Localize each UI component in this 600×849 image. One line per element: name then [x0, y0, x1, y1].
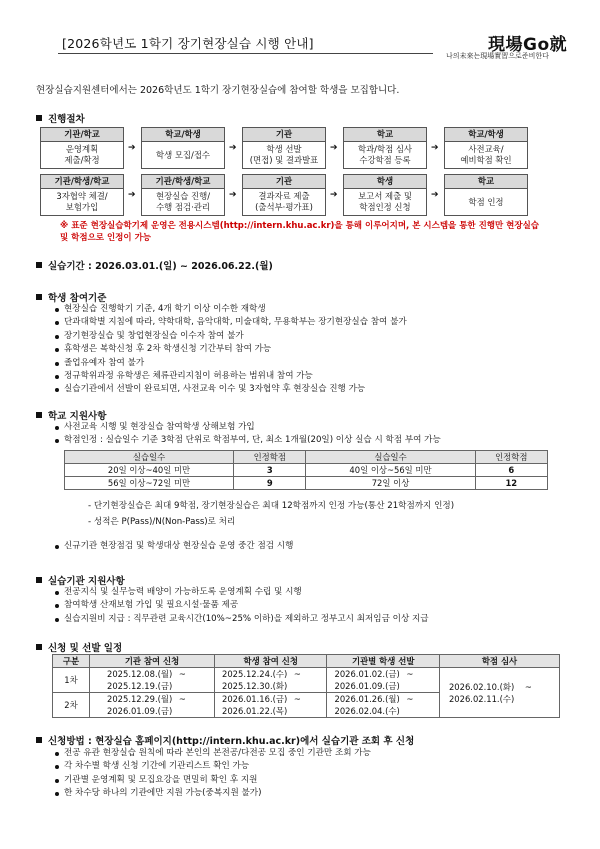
schedule-header: 기관별 학생 선발 — [327, 655, 439, 668]
section-heading-method: 신청방법 : 현장실습 홈페이지(http://intern.khu.ac.kr)에서 실습기관 조회 후 신청 — [36, 733, 414, 747]
arrow-icon: ➔ — [330, 143, 338, 153]
date-range-cell: 2025.12.24.(수) ~ 2025.12.30.(화) — [215, 668, 327, 693]
section-heading-school-support: 학교 지원사항 — [36, 408, 106, 422]
schedule-header: 학점 심사 — [439, 655, 559, 668]
date-range-cell: 2026.01.26.(월) ~ 2026.02.04.(수) — [327, 693, 439, 718]
arrow-icon: ➔ — [229, 143, 237, 153]
procedure-step — [444, 127, 528, 169]
procedure-step-text: 현장실습 진행/ 수행 점검·관리 — [155, 191, 211, 212]
section-heading-schedule: 신청 및 선발 일정 — [36, 640, 122, 654]
table-cell: 20일 이상~40일 미만 — [65, 464, 234, 477]
org-support-list — [54, 586, 429, 626]
school-support-list — [54, 421, 441, 448]
section-heading-period: 실습기간 : 2026.03.01.(일) ~ 2026.06.22.(월) — [36, 258, 273, 272]
round-cell: 1차 — [53, 668, 90, 693]
procedure-step-text: 학생 선발 (면접) 및 결과발표 — [249, 144, 319, 165]
list-item: 단과대학별 지침에 따라, 약학대학, 음악대학, 미술대학, 무용학부는 장기현장실습 참여 불가 — [54, 316, 407, 329]
list-item: 휴학생은 복학신청 후 2차 학생신청 기간부터 참여 가능 — [54, 343, 407, 356]
eligibility-list — [54, 303, 407, 397]
credit-review-cell: 2026.02.10.(화) ~ 2026.02.11.(수) — [439, 668, 559, 718]
list-item: 현장실습 진행학기 기준, 4개 학기 이상 이수한 재학생 — [54, 303, 407, 316]
arrow-icon: ➔ — [431, 143, 439, 153]
list-item: 학점인정 : 실습일수 기준 3학점 단위로 학점부여, 단, 최소 1개월(20일) 이상 실습 시 학점 부여 가능 — [54, 434, 441, 447]
date-range-cell: 2025.12.08.(월) ~ 2025.12.19.(금) — [90, 668, 215, 693]
credit-note: - 성적은 P(Pass)/N(Non-Pass)로 처리 — [88, 517, 236, 527]
credit-notes — [88, 498, 454, 530]
list-item: 실습기관에서 선발이 완료되면, 사전교육 이수 및 3자협약 후 현장실습 진행 가능 — [54, 383, 407, 396]
table-cell: 40일 이상~56일 미만 — [306, 464, 475, 477]
procedure-step-actor: 기관/학생/학교 — [41, 175, 123, 189]
procedure-step-actor: 학교 — [344, 128, 426, 142]
procedure-step-actor: 학교/학생 — [142, 128, 224, 142]
schedule-table — [52, 654, 560, 718]
procedure-step — [141, 174, 225, 216]
section-heading-org-support: 실습기관 지원사항 — [36, 573, 125, 587]
list-item: 정규학위과정 유학생은 체류관리지침이 허용하는 범위내 참여 가능 — [54, 370, 407, 383]
schedule-header: 기관 참여 신청 — [90, 655, 215, 668]
table-row — [53, 668, 560, 693]
procedure-step — [444, 174, 528, 216]
arrow-icon: ➔ — [229, 190, 237, 200]
procedure-step-text: 학생 모집/접수 — [155, 149, 211, 160]
procedure-step-actor: 학생 — [344, 175, 426, 189]
list-item: 졸업유예자 참여 불가 — [54, 357, 407, 370]
table-row — [65, 477, 548, 490]
procedure-step — [141, 127, 225, 169]
arrow-icon: ➔ — [431, 190, 439, 200]
procedure-step — [242, 127, 326, 169]
credit-table-header: 인정학점 — [234, 451, 306, 464]
credit-table — [64, 450, 548, 490]
table-cell: 6 — [475, 464, 547, 477]
section-heading-procedure: 진행절차 — [36, 111, 85, 125]
table-cell: 3 — [234, 464, 306, 477]
list-item: 장기현장실습 및 창업현장실습 이수자 참여 불가 — [54, 330, 407, 343]
arrow-icon: ➔ — [128, 190, 136, 200]
procedure-step-actor: 학교/학생 — [445, 128, 527, 142]
schedule-header: 학생 참여 신청 — [215, 655, 327, 668]
procedure-step-text: 3자협약 체결/ 보험가입 — [56, 191, 108, 212]
slogan: 나의未來는現場實習으로준비한다 — [446, 52, 549, 60]
system-notice: ※ 표준 현장실습학기제 운영은 전용시스템(http://intern.khu.ac.kr)을 통해 이루어지며, 본 시스템을 통한 진행만 현장실습 및 학점으로 인정이 가능 — [60, 221, 540, 243]
table-cell: 56일 이상~72일 미만 — [65, 477, 234, 490]
list-item: 참여학생 산재보험 가입 및 필요시설·물품 제공 — [54, 599, 429, 612]
round-cell: 2차 — [53, 693, 90, 718]
list-item: 전공 유관 현장실습 원칙에 따라 본인의 본전공/다전공 모집 중인 기관만 조회 가능 — [54, 747, 371, 760]
list-item: 신규기관 현장점검 및 학생대상 현장실습 운영 중간 점검 시행 — [54, 540, 293, 553]
date-range-cell: 2026.01.02.(금) ~ 2026.01.09.(금) — [327, 668, 439, 693]
school-support-list-2 — [54, 540, 293, 553]
procedure-step — [343, 127, 427, 169]
credit-table-header: 실습일수 — [306, 451, 475, 464]
procedure-step — [40, 127, 124, 169]
date-range-cell: 2025.12.29.(월) ~ 2026.01.09.(금) — [90, 693, 215, 718]
procedure-step — [343, 174, 427, 216]
procedure-step-text: 학점 인정 — [468, 196, 504, 207]
list-item: 실습지원비 지급 : 직무관련 교육시간(10%~25% 이하)을 제외하고 정부고시 최저임금 이상 지급 — [54, 613, 429, 626]
credit-note: - 단기현장실습은 최대 9학점, 장기현장실습은 최대 12학점까지 인정 가능(통산 21학점까지 인정) — [88, 501, 455, 511]
procedure-step-actor: 기관/학생/학교 — [142, 175, 224, 189]
table-cell: 12 — [475, 477, 547, 490]
list-item: 각 차수별 학생 신청 기간에 기관리스트 확인 가능 — [54, 760, 371, 773]
arrow-icon: ➔ — [330, 190, 338, 200]
procedure-step-actor: 기관 — [243, 128, 325, 142]
date-range-cell: 2026.01.16.(금) ~ 2026.01.22.(목) — [215, 693, 327, 718]
table-cell: 72일 이상 — [306, 477, 475, 490]
section-heading-eligibility: 학생 참여기준 — [36, 290, 106, 304]
arrow-icon: ➔ — [128, 143, 136, 153]
procedure-step — [40, 174, 124, 216]
intro-text: 현장실습지원센터에서는 2026학년도 1학기 장기현장실습에 참여할 학생을 모집합니다. — [36, 85, 400, 96]
method-list — [54, 747, 371, 801]
procedure-step — [242, 174, 326, 216]
document-title: [2026학년도 1학기 장기현장실습 시행 안내] — [62, 36, 314, 51]
list-item: 전공지식 및 실무능력 배양이 가능하도록 운영계획 수립 및 시행 — [54, 586, 429, 599]
procedure-step-text: 학과/학점 심사 수강학점 등록 — [357, 144, 413, 165]
credit-table-header: 인정학점 — [475, 451, 547, 464]
procedure-step-text: 결과자료 제출 (출석부·평가표) — [255, 191, 313, 212]
list-item: 한 차수당 하나의 기관에만 지원 가능(중복지원 불가) — [54, 787, 371, 800]
logo: 現場Go就 — [488, 35, 568, 55]
procedure-step-actor: 학교 — [445, 175, 527, 189]
table-cell: 9 — [234, 477, 306, 490]
procedure-step-text: 사전교육/ 예비학점 확인 — [460, 144, 512, 165]
title-underline — [58, 53, 433, 54]
credit-table-header: 실습일수 — [65, 451, 234, 464]
procedure-step-actor: 기관/학교 — [41, 128, 123, 142]
schedule-header: 구분 — [53, 655, 90, 668]
table-row — [65, 464, 548, 477]
procedure-step-text: 운영계획 제출/확정 — [64, 144, 100, 165]
list-item: 사전교육 시행 및 현장실습 참여학생 상해보험 가입 — [54, 421, 441, 434]
procedure-step-actor: 기관 — [243, 175, 325, 189]
procedure-step-text: 보고서 제출 및 학점인정 신청 — [358, 191, 412, 212]
list-item: 기관별 운영계획 및 모집요강을 면밀히 확인 후 지원 — [54, 774, 371, 787]
